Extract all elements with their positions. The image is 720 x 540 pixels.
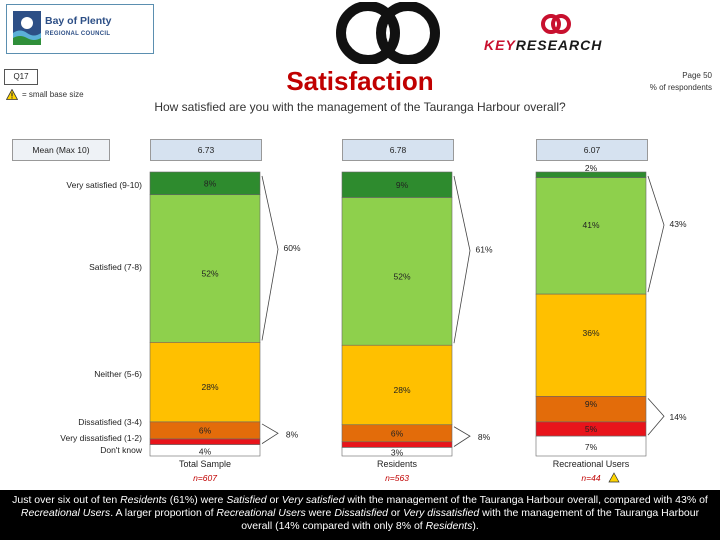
bar-recreational-neither: [536, 294, 646, 396]
summary-footer: Just over six out of ten Residents (61%) were Satisfied or Very satisfied with the management of the Tauranga Harbour overall, compared with 43% of Recreational Users. A larger proportion of Recreational Users were Dissatisfied or Very dissatisfied with the management of the Tauranga Harbour overall (14% compared with only 8% of Residents).: [0, 490, 720, 540]
mean-value-total: 6.73: [150, 139, 262, 161]
net-dissatisfied-residents: 8%: [477, 432, 491, 443]
data-label-residents-neither: 28%: [393, 385, 411, 395]
page-title: Satisfaction: [286, 66, 434, 96]
data-label-residents-dont-know: 3%: [390, 447, 404, 458]
mean-value-residents: 6.78: [342, 139, 454, 161]
category-label-total: Total Sample: [178, 459, 232, 469]
bar-residents-very-dissatisfied: [342, 442, 452, 448]
data-label-residents-dissatisfied: 6%: [390, 428, 404, 439]
bar-recreational-satisfied: [536, 178, 646, 294]
bracket-dissatisfied-total: [262, 424, 278, 444]
row-label-dont-know: Don't know: [100, 445, 142, 455]
data-label-recreational-very-dissatisfied: 5%: [584, 424, 598, 435]
data-label-recreational-dissatisfied: 9%: [584, 399, 598, 410]
data-label-total-neither: 28%: [201, 382, 219, 393]
net-dissatisfied-total: 8%: [285, 429, 299, 440]
data-label-residents-satisfied: 52%: [393, 271, 411, 282]
page-number: Page 50 % of respondents: [649, 71, 712, 92]
question-code: Q17: [4, 69, 38, 85]
net-satisfied-recreational: 43%: [669, 219, 687, 230]
bracket-satisfied-total: [262, 176, 278, 340]
base-size-residents: n=563: [385, 473, 409, 483]
bar-total-very-dissatisfied: [150, 439, 260, 445]
row-label-very-dissatisfied: Very dissatisfied (1-2): [60, 433, 142, 443]
category-label-residents: Residents: [376, 459, 418, 469]
row-label-very-satisfied: Very satisfied (9-10): [66, 180, 142, 190]
base-size-total: n=607: [193, 473, 217, 483]
bracket-satisfied-recreational: [648, 176, 664, 292]
data-label-recreational-dont-know: 7%: [584, 442, 598, 453]
category-label-recreational: Recreational Users: [552, 459, 630, 469]
row-label-dissatisfied: Dissatisfied (3-4): [78, 417, 142, 427]
bracket-satisfied-residents: [454, 176, 470, 343]
bracket-dissatisfied-recreational: [648, 398, 664, 435]
data-label-total-dont-know: 4%: [198, 446, 212, 457]
mean-label: Mean (Max 10): [12, 139, 110, 161]
net-satisfied-residents: 61%: [475, 244, 493, 255]
data-label-total-dissatisfied: 6%: [198, 425, 212, 436]
row-label-satisfied: Satisfied (7-8): [89, 262, 142, 272]
data-label-recreational-satisfied: 41%: [582, 219, 600, 230]
small-base-note: = small base size: [22, 90, 84, 99]
mean-value-recreational: 6.07: [536, 139, 648, 161]
brand-subtitle: REGIONAL COUNCIL: [45, 31, 111, 37]
question-text: How satisfied are you with the management of the Tauranga Harbour overall?: [154, 100, 566, 114]
base-size-recreational: n=44: [581, 473, 601, 483]
row-label-neither: Neither (5-6): [94, 369, 142, 379]
brand-title: Bay of Plenty: [45, 15, 112, 27]
data-label-total-satisfied: 52%: [201, 268, 219, 279]
net-satisfied-total: 60%: [283, 243, 301, 254]
data-label-recreational-neither: 36%: [582, 328, 600, 339]
data-label-total-very-satisfied: 8%: [203, 178, 217, 189]
small-base-warning-icon: [609, 473, 619, 482]
data-label-residents-very-satisfied: 9%: [395, 179, 409, 190]
data-label-recreational-very-satisfied: 2%: [584, 163, 598, 173]
net-dissatisfied-recreational: 14%: [669, 412, 687, 423]
bracket-dissatisfied-residents: [454, 427, 470, 447]
key-research-logo: KEYRESEARCH: [484, 37, 603, 53]
